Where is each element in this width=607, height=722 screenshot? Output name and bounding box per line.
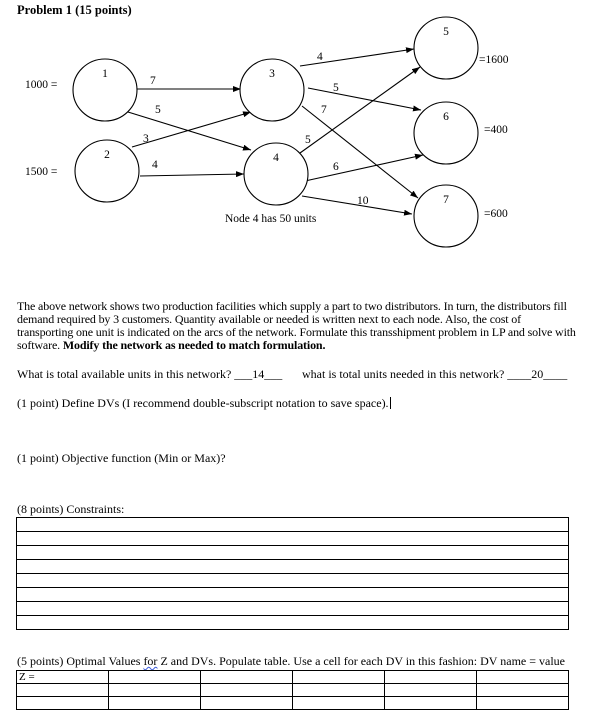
optimal-cell[interactable]: [293, 671, 385, 684]
optimal-cell[interactable]: [109, 697, 201, 710]
optimal-cell[interactable]: [201, 684, 293, 697]
optimal-cell[interactable]: [477, 671, 569, 684]
optimal-cell[interactable]: [293, 684, 385, 697]
node-quantity-2: 1500 =: [25, 166, 58, 178]
constraint-row: [17, 560, 569, 574]
question-dvs[interactable]: [17, 396, 391, 411]
arc-cost-2-3: 3: [143, 133, 149, 145]
needed-answer[interactable]: ____20____: [507, 367, 568, 381]
optimal-cell[interactable]: [109, 671, 201, 684]
node-quantity-7: =600: [484, 208, 508, 220]
problem-description: [17, 300, 577, 352]
node4-note: Node 4 has 50 units: [225, 213, 317, 225]
constraint-row: [17, 588, 569, 602]
node-label-7: 7: [443, 194, 449, 206]
optimal-cell[interactable]: [17, 684, 109, 697]
optimal-cell[interactable]: [201, 697, 293, 710]
constraint-cell[interactable]: [17, 616, 569, 630]
arc-cost-2-4: 4: [152, 159, 158, 171]
node-quantity-5: =1600: [479, 54, 509, 66]
node-label-1: 1: [102, 68, 108, 80]
constraint-cell[interactable]: [17, 574, 569, 588]
arc-cost-4-6: 6: [333, 161, 339, 173]
optimal-label-1: (5 points) Optimal Values: [17, 654, 144, 668]
arc-4-5: [300, 67, 420, 153]
needed-label: what is total units needed in this network?: [302, 367, 505, 381]
optimal-label-2: Z and DVs. Populate table. Use a cell for each DV in this fashion: DV name = value: [157, 654, 565, 668]
optimal-row: [17, 697, 569, 710]
optimal-row: [17, 684, 569, 697]
optimal-cell[interactable]: [293, 697, 385, 710]
z-value-cell[interactable]: Z =: [17, 671, 109, 684]
question-needed: [302, 367, 567, 382]
constraint-cell[interactable]: [17, 546, 569, 560]
constraint-cell[interactable]: [17, 602, 569, 616]
node-quantity-6: =400: [484, 124, 508, 136]
arc-cost-4-7: 10: [357, 195, 369, 207]
optimal-cell[interactable]: [201, 671, 293, 684]
question-optimal: [17, 654, 565, 669]
arc-3-7: [302, 106, 418, 198]
constraint-row: [17, 616, 569, 630]
arc-cost-4-5: 5: [305, 134, 311, 146]
optimal-label-squiggle: for: [143, 654, 158, 668]
optimal-values-table: [16, 670, 569, 710]
constraint-row: [17, 602, 569, 616]
node-quantity-1: 1000 =: [25, 79, 58, 91]
constraints-table: [16, 517, 569, 630]
constraint-row: [17, 532, 569, 546]
optimal-cell[interactable]: [385, 684, 477, 697]
network-diagram: [0, 0, 607, 260]
question-constraints: (8 points) Constraints:: [17, 502, 125, 516]
arc-2-3: [132, 112, 251, 147]
node-label-5: 5: [443, 26, 449, 38]
arc-cost-3-7: 7: [321, 104, 327, 116]
constraint-cell[interactable]: [17, 532, 569, 546]
optimal-cell[interactable]: [17, 697, 109, 710]
arc-4-6: [305, 155, 423, 181]
question-objective: (1 point) Objective function (Min or Max)?: [17, 451, 226, 465]
node-label-2: 2: [104, 149, 110, 161]
optimal-cell[interactable]: [477, 697, 569, 710]
constraint-cell[interactable]: [17, 588, 569, 602]
constraint-cell[interactable]: [17, 518, 569, 532]
optimal-cell[interactable]: [109, 684, 201, 697]
dvs-label: (1 point) Define DVs (I recommend double-subscript notation to save space).: [17, 396, 389, 410]
optimal-cell[interactable]: [385, 671, 477, 684]
node-label-3: 3: [269, 68, 275, 80]
problem-title: Problem 1 (15 points): [17, 3, 132, 17]
constraint-cell[interactable]: [17, 560, 569, 574]
optimal-cell[interactable]: [385, 697, 477, 710]
constraint-row: [17, 574, 569, 588]
node-label-6: 6: [443, 111, 449, 123]
node-label-4: 4: [273, 152, 279, 164]
arc-cost-1-3: 7: [150, 75, 156, 87]
available-answer[interactable]: ___14___: [234, 367, 283, 381]
description-bold: Modify the network as needed to match formulation.: [62, 338, 326, 352]
optimal-cell[interactable]: [477, 684, 569, 697]
constraint-row: [17, 518, 569, 532]
arc-2-4: [140, 174, 244, 176]
text-cursor: [390, 397, 391, 409]
arc-cost-3-6: 5: [333, 82, 339, 94]
description-text: The above network shows two production facilities which supply a part to two distributors. In turn, the distributors fill demand required by 3 customers. Quantity available or needed is written next to each node. Also, the cost of transporting one unit is indicated on the arcs of the network. Formulate this transshipment problem in LP and solve with software.: [17, 299, 576, 352]
arc-cost-1-4: 5: [155, 104, 161, 116]
arc-cost-3-5: 4: [317, 51, 323, 63]
available-label: What is total available units in this network?: [17, 367, 232, 381]
constraint-row: [17, 546, 569, 560]
question-available: [17, 367, 282, 382]
optimal-row: [17, 671, 569, 684]
